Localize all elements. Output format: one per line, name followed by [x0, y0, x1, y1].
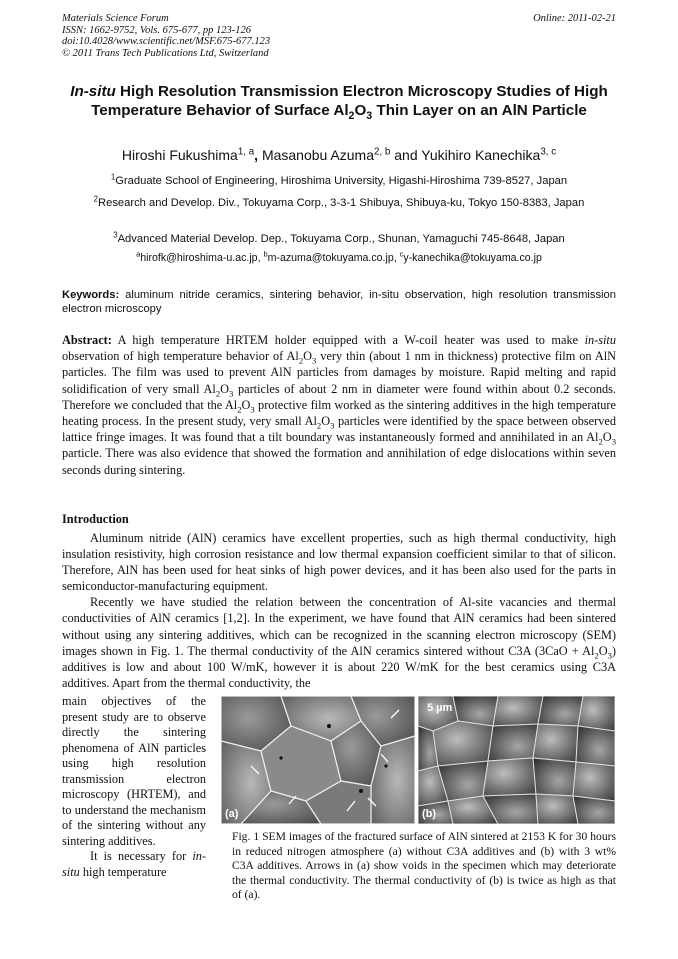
- keywords: Keywords: aluminum nitride ceramics, sintering behavior, in-situ observation, high resolution transmission electron microscopy: [62, 289, 616, 315]
- intro-paragraph-2-cont: main objectives of the present study are to observe directly the sintering phenomena of AlN particles using high resolution transmission electron microscopy (HRTEM), and to understand the mechanism of the sintering without any sintering additives.: [62, 694, 206, 848]
- section-heading-introduction: Introduction: [62, 512, 129, 526]
- scale-bar: 5 µm: [427, 702, 453, 714]
- journal-issn: ISSN: 1662-9752, Vols. 675-677, pp 123-126: [62, 24, 251, 36]
- sem-micrograph-b: [418, 696, 615, 824]
- affiliation-3: $^3$Advanced Material Develop. Dep., Tokuyama Corp., Shunan, Yamaguchi 745-8648, Japan: [113, 230, 565, 245]
- sem-micrograph-a: [221, 696, 415, 824]
- sem-image-b: [418, 696, 615, 824]
- journal-copyright: © 2011 Trans Tech Publications Ltd, Switzerland: [62, 47, 269, 59]
- journal-name: Materials Science Forum: [62, 13, 169, 24]
- author-emails: $^a$hirofk@hiroshima-u.ac.jp, $^b$m-azuma@tokuyama.co.jp, $^c$y-kanechika@tokuyama.co.jp: [136, 249, 542, 264]
- abstract: Abstract: A high temperature HRTEM holder equipped with a W-coil heater was used to make in-situ observation of high temperature behavior of $Al_2O_3$ very thin (about 1 nm in thickness) protective film on AlN particles. The film was used to prevent AlN particles from damages by moisture. Rapid melting and rapid solidification of very small $Al_2O_3$ particles of about 2 nm in diameter were found within about 0.2 seconds. Therefore we concluded that the $Al_2O_3$ protective film worked as the sintering additives in the high temperature heating process. In the present study, very small $Al_2O_3$ particles were identified by the space between observed lattice fringe images. It was found that a tilt boundary was instantaneously formed and annihilated in an $Al_2O_3$ particle. There was also evidence that showed the formation and annihilation of edge dislocations within seven seconds during sintering.: [62, 333, 617, 477]
- intro-narrow-column: [62, 694, 206, 880]
- panel-label-b: (b): [422, 808, 437, 820]
- affiliation-1: $^1$Graduate School of Engineering, Hiroshima University, Higashi-Hiroshima 739-8527, Japan: [110, 172, 568, 187]
- figure-1-caption: Fig. 1 SEM images of the fractured surface of AlN sintered at 2153 K for 30 hours in reduced nitrogen atmosphere (a) without C3A additives and (b) with 3 wt% C3A additives. Arrows in (a) show voids in the specimen which may deteriorate the thermal conductivity. The thermal conductivity of (b) is twice as high as that of (a).: [232, 830, 616, 902]
- journal-doi: doi:10.4028/www.scientific.net/MSF.675-677.123: [62, 36, 271, 47]
- affiliation-2: $^2$Research and Develop. Div., Tokuyama Corp., 3-3-1 Shibuya, Shibuya-ku, Tokyo 150-8383, Japan: [93, 194, 585, 209]
- paper-title: In-situ High Resolution Transmission Electron Microscopy Studies of High Temperature Behavior of Surface $Al_2O_3$ Thin Layer on an AlN Particle: [70, 83, 608, 123]
- author-list: Hiroshi Fukushima$^{1, a}$, Masanobu Azuma$^{2, b}$ and Yukihiro Kanechika$^{3, c}$: [121, 146, 557, 163]
- author-2: Masanobu Azuma: [261, 147, 375, 163]
- intro-paragraph-1: Aluminum nitride (AlN) ceramics have excellent properties, such as high thermal conductivity, high insulation resistivity, high corrosion resistance and low thermal expansion coefficient similar to that of silicon. Therefore, AlN has been used for heat sinks of high power devices, and it has been also used for the parts in semiconductor-manufacturing equipment.: [62, 531, 616, 594]
- author-3: Yukihiro Kanechika: [421, 147, 541, 163]
- author-1: Hiroshi Fukushima: [121, 147, 238, 163]
- sem-image-a: [221, 696, 415, 824]
- intro-paragraph-2: Recently we have studied the relation between the concentration of Al-site vacancies and thermal conductivities of AlN ceramics [1,2]. In the experiment, we have found that AlN ceramics had been sintered without using any sintering additives, which can be recognized in the scanning electron microscopy (SEM) images shown in Fig. 1. The thermal conductivity of the AlN ceramics sintered without C3A $(3CaO + Al_2O_3)$ additives is low and about 100 W/mK, however it is about 220 W/mK for the best ceramics using C3A additives. Apart from the thermal conductivity, the: [62, 595, 616, 690]
- panel-label-a: (a): [225, 808, 239, 820]
- journal-header: [62, 13, 270, 59]
- figure-1: [221, 696, 615, 824]
- intro-paragraph-3: It is necessary for in-situ high temperature: [62, 849, 206, 879]
- introduction-text: [62, 530, 616, 691]
- online-date: Online: 2011-02-21: [533, 13, 616, 24]
